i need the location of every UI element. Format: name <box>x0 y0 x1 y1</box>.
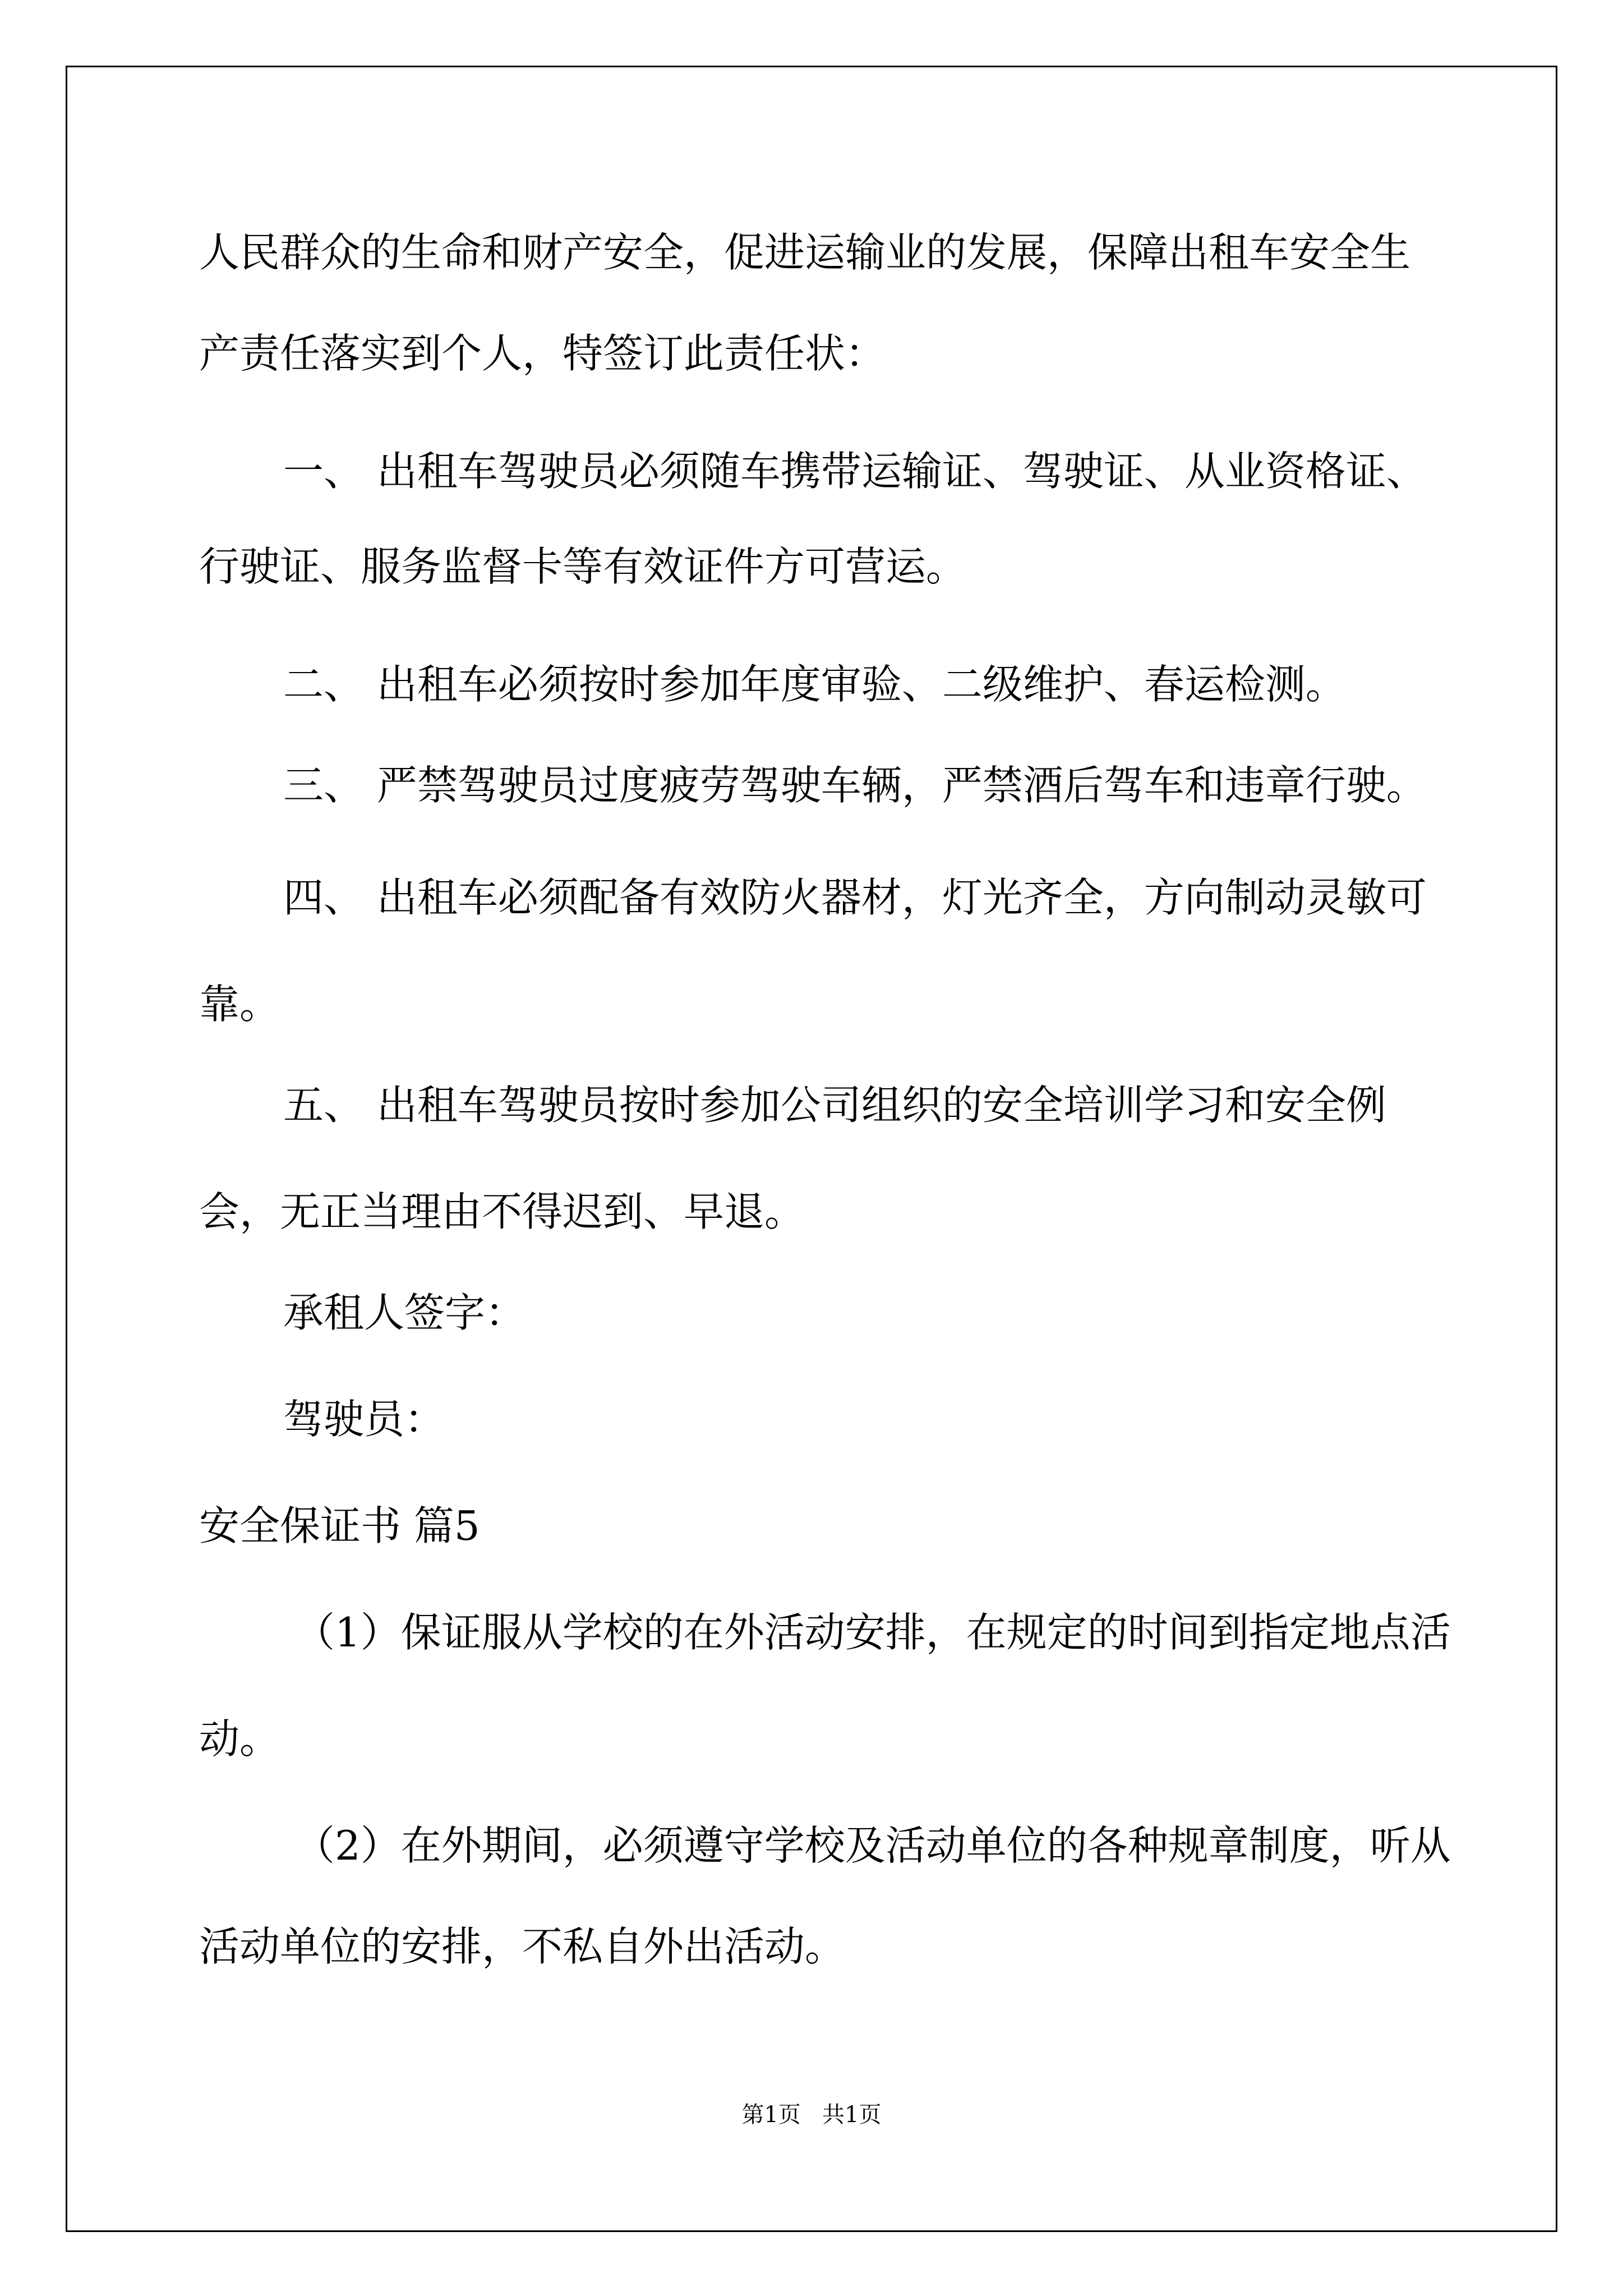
text-line: 五、 出租车驾驶员按时参加公司组织的安全培训学习和安全例 <box>283 1082 1386 1129</box>
text-line: 驾驶员： <box>283 1396 445 1443</box>
page-border <box>66 66 1557 2232</box>
text-line: 动。 <box>199 1715 280 1763</box>
text-line: 三、 严禁驾驶员过度疲劳驾驶车辆，严禁酒后驾车和违章行驶。 <box>283 762 1427 809</box>
text-line: 行驶证、服务监督卡等有效证件方可营运。 <box>199 543 967 590</box>
text-line: 一、 出租车驾驶员必须随车携带运输证、驾驶证、从业资格证、 <box>283 448 1427 495</box>
text-line: （1）保证服从学校的在外活动安排，在规定的时间到指定地点活 <box>294 1609 1451 1656</box>
text-line: 产责任落实到个人，特签订此责任状： <box>199 330 886 377</box>
page-footer: 第1页 共1页 <box>741 2102 882 2128</box>
text-line: 活动单位的安排，不私自外出活动。 <box>199 1923 846 1970</box>
text-line: 靠。 <box>199 981 280 1028</box>
text-line: 二、 出租车必须按时参加年度审验、二级维护、春运检测。 <box>283 661 1346 708</box>
text-line: （2）在外期间，必须遵守学校及活动单位的各种规章制度，听从 <box>294 1822 1451 1869</box>
text-line: 四、 出租车必须配备有效防火器材，灯光齐全，方向制动灵敏可 <box>283 874 1427 921</box>
text-line: 承租人签字： <box>283 1289 526 1336</box>
section-heading: 安全保证书 篇5 <box>199 1502 480 1549</box>
text-line: 人民群众的生命和财产安全，促进运输业的发展，保障出租车安全生 <box>199 229 1411 276</box>
text-line: 会，无正当理由不得迟到、早退。 <box>199 1188 805 1235</box>
